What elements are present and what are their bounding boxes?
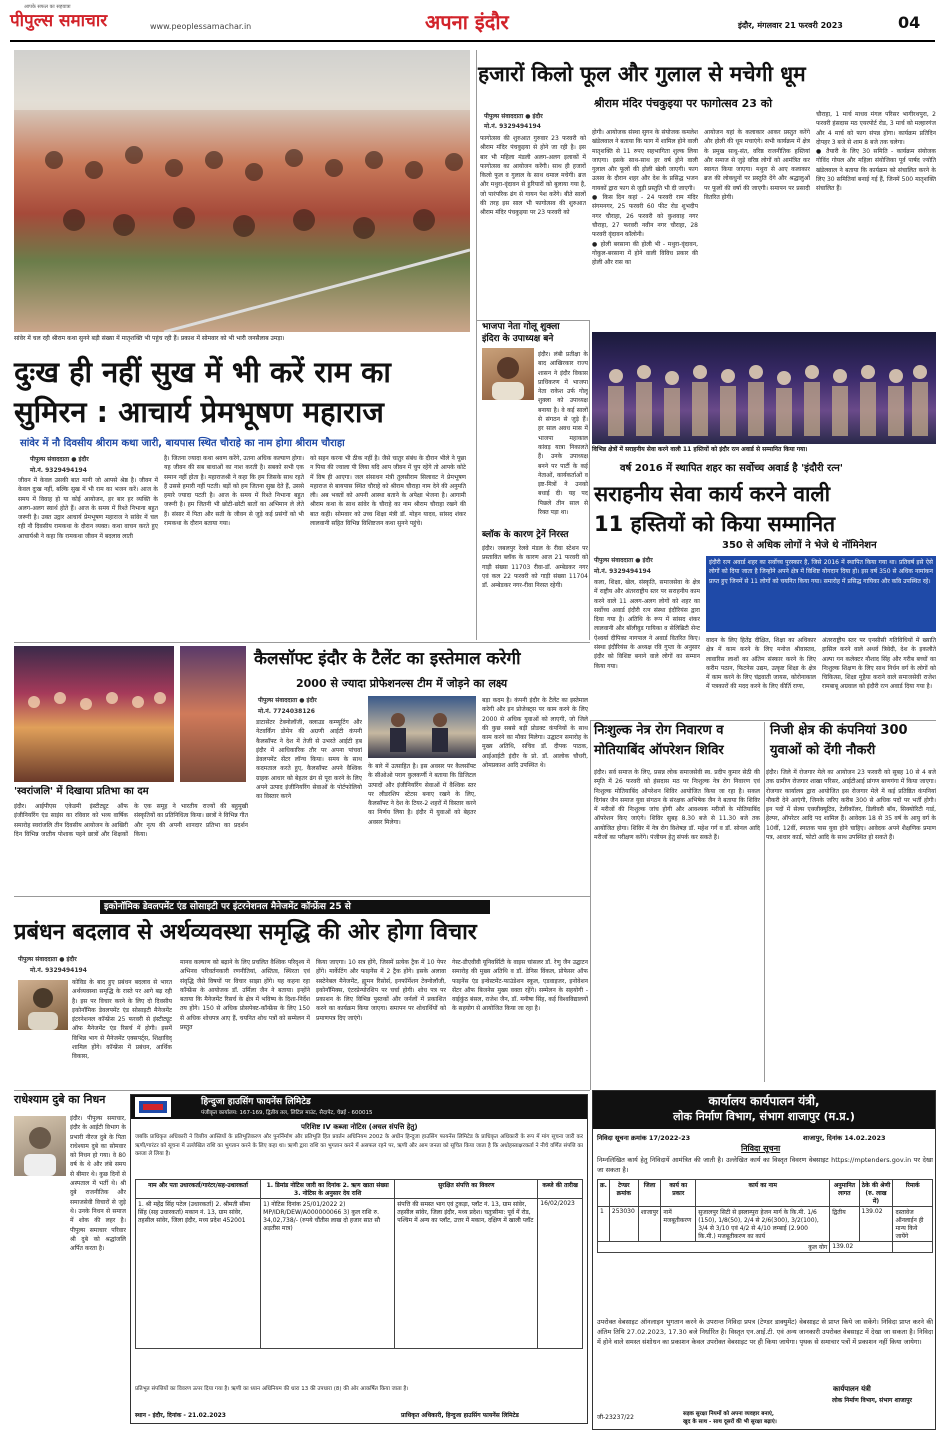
- prabandhan-headline: प्रबंधन बदलाव से अर्थव्यवस्था समृद्धि की ओर होगा विचार: [14, 920, 477, 945]
- hinduja-th-loan: 1. डिमांड नोटिस जारी का दिनांक 2. ऋण खाता संख्या 3. नोटिस के अनुसार देय राशि: [261, 1180, 395, 1199]
- tender-cell-4: सुजालपुर सिटी से इस्लाम्पुरा हेजन मार्ग के कि.मी. 1/6 (150), 1/8(50), 2/4 से 2/6(300), 3/2(100), 3/4 से 3/10 एवं 4/2 से 4/10 लम्बाई (2.900 कि.मी.) मजबूतीकरण का कार्य: [696, 1207, 830, 1242]
- tender-th-0: क्र.: [598, 1180, 610, 1207]
- barrier: [164, 250, 470, 332]
- hinduja-th-date: कब्जे की तारीख: [538, 1180, 583, 1199]
- divider: [764, 722, 765, 1082]
- tender-th-1: टेण्डर क्रमांक: [609, 1180, 638, 1207]
- divider: [14, 896, 590, 897]
- tender-cell-7: दस्तावेज ऑनलाईन ही मान्य किये जायेंगे: [893, 1207, 933, 1242]
- jobs-headline-1: निजी क्षेत्र की कंपनियां 300: [770, 723, 908, 738]
- ramkatha-caption: सांवेर में चल रही श्रीराम कथा सुनने बड़ी संख्या में मातृशक्ति भी पहुंच रही हैं। प्रकाश में सोमवार को भी भारी जनसैलाब उमड़ा।: [14, 335, 285, 342]
- section-title: अपना इंदौर: [425, 10, 509, 34]
- crowd-illustration: [14, 50, 470, 332]
- prabandhan-byline: पीपुल्स संवाददाता ● इंदौर: [18, 956, 77, 963]
- dateline: इंदौर, मंगलवार 21 फरवरी 2023: [738, 21, 843, 30]
- calsoft-col3: बड़ा कदम है। कंपनी इंदौर के टैलेंट का इस्तेमाल करेगी और इन प्रोजेक्ट्स पर काम करने के लिए 2000 से अधिक युवाओं को लाएगी, जो जिले की कुछ सबसे बड़ी प्रोडक्ट कंपनियों के साथ काम करने का मौका मिलेगा। उद्घाटन समारोह के मुख्य अतिथि, सचिव डॉ. दीपक पाठक, आईआईटी इंदौर के प्रो. डॉ. आलोक चौधरी, ओमप्रकाश आदि उपस्थित थे।: [482, 697, 588, 770]
- ram-subhead: सांवेर में नौ दिवसीय श्रीराम कथा जारी, बायपास स्थित चौराहे का नाम होगा श्रीराम चौराहा: [20, 438, 345, 449]
- hinduja-logo-icon: [135, 1097, 171, 1117]
- phool-headline: हजारों किलो फूल और गुलाल से मचेगी धूम: [478, 62, 806, 86]
- tender-total-label: कुल योग: [598, 1242, 830, 1253]
- calsoft-headline: कैलसॉफ्ट इंदौर के टैलेंट का इस्तेमाल करेगी: [254, 649, 521, 669]
- masthead-rule: [10, 40, 935, 42]
- hinduja-footer-note: प्रतिभूत संपत्तियों का विवरण ऊपर दिया गया है। ऋणी का ध्यान अधिनियम की धारा 13 की उपधारा (8) की ओर आकर्षित किया जाता है।: [135, 1386, 409, 1392]
- hinduja-notice: [130, 1094, 588, 1424]
- tender-sign-2: लोक निर्माण विभाग, संभाग शाजापुर: [832, 1397, 912, 1404]
- tender-row: [598, 1207, 933, 1242]
- tender-cell-6: 139.02: [859, 1207, 893, 1242]
- tender-total: 139.02: [830, 1242, 893, 1253]
- golu-body: इंदौर। लंबी प्रतीक्षा के बाद आखिरकार राज्य शासन ने इंदौर विकास प्राधिकरण में भाजपा नेता राकेश उर्फ गोलू शुक्ला को उपाध्यक्ष बनाया है। वे कई सालों से संगठन से जुड़े हैं। हर साल अवध मास में भाजपा महाकाल कांवड़ यात्रा निकालते हैं। उनके उपाध्यक्ष बनने पर पार्टी के कई नेताओं, कार्यकर्ताओं व इष्ट-मित्रों ने उनको बधाई दी। यह पद पिछले तीन साल से रिक्त पड़ा था।: [538, 351, 588, 517]
- ratna-box: इंदौरी रत्न अवार्ड शहर का सर्वोच्च पुरस्कार है, जिसे 2016 में स्थापित किया गया था। प्रतिवर्ष इसे ऐसे लोगों को दिया जाता है जिन्होंने अपने क्षेत्र में विशिष्ट योगदान दिया हो। इस वर्ष 350 से अधिक नामांकन प्राप्त हुए जिनमें से 11 लोगों को चयनित किया गया। समारोह में प्रसिद्ध गायिका और कवि उपस्थित रहे।: [706, 556, 936, 632]
- swaranjali-photo-2: [180, 646, 246, 782]
- hinduja-th-borrower: नाम और पता उधारकर्ता/गारंटर/सह-उधारकर्ता: [136, 1180, 261, 1199]
- tender-body: उपरोक्त वेबसाइट ऑनलाइन भुगतान करने के उपरान्त निविदा प्रपत्र (टेण्डर डाक्युमेंट) वेबसाइट से प्राप्त किये जा सकेंगे। निविदा प्राप्त करने की अंतिम तिथि 27.02.2023, 17.30 बजे निर्धारित है। विस्तृत एन.आई.टी. एवं अन्य जानकारी उपरोक्त वेबसाइट में देखा जा सकता है। निविदा में होने वाले समस्त संशोधन का प्रकाशन केवल उपरोक्त वेबसाइट पर ही किया जायेगा। पृथक से समाचार पत्रों में प्रकाशन नहीं किया जायेगा।: [597, 1318, 933, 1347]
- masthead: [0, 0, 945, 44]
- hinduja-header-row: [136, 1180, 583, 1199]
- paper-name: पीपुल्स समाचार: [10, 11, 108, 31]
- ratna-col2: वादन के लिए हितेंद्र दीक्षित, शिक्षा का अधिकार क्षेत्र में काम करने के लिए मनोज श्रीवास्तव, लावारिस लाशों का अंतिम संस्कार करने के लिए करीम पठान, फिटनेस उद्यम, उत्कृष्ट शिक्षा के क्षेत्र में काम करने के लिए चंद्रवाती जायस, कोरोनाकाल में पत्रकारों की मदद करने के लिए कीर्ति राणा,: [706, 637, 816, 691]
- prabandhan-col2: मानव कल्याण को बढ़ाने के लिए प्रचलित वैश्विक परिदृश्य में अभिनव परिवर्तनकारी रणनीतियां, अस्तित्व, स्थिरता एवं संवृद्धि जैसे विषयों पर विचार साझा होंगे। यह कहना रहा कॉन्फ्रेंस के आयोजक डॉ. उर्मिला जैन ने बताया। इन्होंने बताया कि मैनेजमेंट रिसर्च के क्षेत्र में भविष्य के दिशा-निर्देश तय होंगे। 150 से अधिक प्रोसपेक्ट-कॉन्फ्रेंस के लिए 150 से अधिक शोधपत्र आए हैं, चयनित शोध पत्रों को सम्मेलन में प्रस्तुत: [180, 959, 310, 1032]
- swaranjali-caption: 'स्वरांजलि' में दिखाया प्रतिभा का दम: [14, 786, 149, 797]
- tender-th-3: कार्य का प्रकार: [661, 1180, 696, 1207]
- tender-cell-3: नामें मजबूतीकरण: [661, 1207, 696, 1242]
- phool-mobile: मो.नं. 9329494194: [484, 123, 541, 130]
- golu-headline-1: भाजपा नेता गोलू शुक्ला: [482, 322, 560, 332]
- hinduja-signatory: प्राधिकृत अधिकारी, हिन्दुजा हाउसिंग फायनेंस लिमिटेड: [401, 1412, 519, 1419]
- tender-cell-2: शाजापुर: [638, 1207, 661, 1242]
- ram-col1: जीवन में केवल उसकी बात मानी जो आपसे श्रेष्ठ है। जीवन में केवल दुःख नहीं, बल्कि सुख में भी राम का भजन करें। आज के समय में विवाह हो या कोई आयोजन, हर बार हर व्यक्ति के अलग-अलग स्वार्थ होते हैं। आज के समय में रिश्ते निभाना बहुत जरूरी है। उक्त उद्गार आचार्य प्रेमभूषण महाराज ने सांवेर में चल रही नौ दिवसीय रामकथा के दौरान व्यक्त। कथा वाचन करते हुए आचार्यश्री ने कहा कि रामकथा जीवन में बदलाव लाती: [18, 477, 158, 540]
- tender-intro: निम्नलिखित कार्य हेतु निविदायें आमंत्रित की जाती है। उल्लेखित कार्य का विस्तृत विवरण वेबसाइट https://mptenders.gov.in पर देखा जा सकता है।: [597, 1156, 933, 1175]
- dancers-illustration: [14, 646, 174, 782]
- hinduja-address: पंजीकृत कार्यालय: 167-169, द्वितीय तल, लिटिल माउंट, सैदापेट, चेन्नई - 600015: [201, 1110, 373, 1116]
- ratna-headline-2: 11 हस्तियों को किया सम्मानित: [594, 512, 836, 536]
- divider: [590, 720, 591, 1090]
- tender-notice: [592, 1090, 936, 1430]
- tender-code: जी-23237/22: [597, 1414, 634, 1421]
- tender-table: [597, 1179, 933, 1253]
- hinduja-place: स्थान - इंदौर, दिनांक - 21.02.2023: [135, 1412, 226, 1419]
- page-number: 04: [898, 13, 921, 32]
- calsoft-mobile: मो.नं. 7724038126: [258, 708, 315, 715]
- jobs-body: इंदौर। जिले में रोजगार मेले का आयोजन 23 फरवरी को सुबह 10 से 4 बजे तक ग्रामीण रोजगार शाखा परिसर, आईटीआई प्रांगण बाणगंगा में किया जाएगा। रोजगार कार्यालय द्वारा आयोजित इस रोजगार मेले में कई प्रतिष्ठित कंपनियां नौकरी देने आएंगी, जिनके जरिए करीब 300 से अधिक पदों पर भर्ती होगी। इन पदों में सेल्स एक्जीक्यूटिव, टेलीकॉलर, डिलीवरी बॉय, सिक्योरिटी गार्ड, हेल्पर, ऑपरेटर आदि पद शामिल हैं। आवेदक 18 से 35 वर्ष के आयु वर्ग के 10वीं, 12वीं, स्नातक पास युवा होने चाहिए। आवेदक अपने शैक्षणिक प्रमाण पत्र, आधार कार्ड, फोटो आदि के साथ उपस्थित हो सकते हैं।: [766, 769, 936, 842]
- awardees-illustration: [592, 332, 936, 444]
- phool-byline: पीपुल्स संवाददाता ● इंदौर: [484, 113, 543, 120]
- hinduja-borrower: 1. श्री महेंद्र सिंह पटेल (उधारकर्ता) 2. श्रीमती सीमा सिंह (सह उधारकर्ता) मकान नं. 13, ग्राम सांवेर, तहसील सांवेर, जिला इंदौर, मध्य प्रदेश 452001: [136, 1199, 261, 1349]
- jobs-headline-2: युवाओं को देंगी नौकरी: [770, 743, 876, 758]
- hinduja-loan: 1) नोटिस दिनांक 25/01/2022 2) MP/IDR/DEW/A000000066 3) कुल राशि रु. 34,02,738/- (रुपये चौंतीस लाख दो हजार सात सौ अड़तीस मात्र): [261, 1199, 395, 1349]
- ram-col2: है। जितना ज्यादा कथा श्रवण करेंगे, उतना अधिक कल्याण होगा। यह जीवन की सब बाधाओं का नाश करती है। सबको सभी एक समान नहीं होता है। महाराजश्री ने कहा कि हम जिसके साथ रहते हैं उससे हमारी नहीं पटती। बड़ों को हम जितना सुख देते हैं, उससे हमारे ज्यादा पटती है। आज के समय में रिश्ते निभाना बहुत जरूरी है। हम जितनी भी छोटी-छोटी बातों का अभिमान ले लेते हैं। संसार में पिता और सती के जीवन से जुड़े कई प्रसंगों को भी रामकथा के दौरान बताया गया।: [164, 455, 304, 528]
- netra-headline-2: मोतियाबिंद ऑपरेशन शिविर: [594, 743, 724, 758]
- prabandhan-col4: गेस्ट-डीएवीवी यूनिवर्सिटी के वाइस चांसलर डॉ. रेणु जैन उद्घाटन समारोह की मुख्य अतिथि व डॉ. डेनिस विंकल, प्रोफेसर ऑफ फाइनेंस एंड इन्वेस्टमेंट-फाउंडेशन स्कूल, एडवाइजर, इनोवेशन सेंटर ऑफ बिजनेस मुख्य वक्ता रहेंगे। सम्मेलन के सहयोगी - वाईकुंठ बंसल, राजेश जैन, डॉ. मनीषा सिंह, कई विश्वविद्यालयों के सहयोग से आयोजित किया जा रहा है।: [452, 959, 588, 1013]
- phool-subhead: श्रीराम मंदिर पंचकुइया पर फागोत्सव 23 को: [594, 97, 773, 110]
- ram-headline-2: सुमिरन : आचार्य प्रेमभूषण महाराज: [14, 395, 384, 429]
- tender-th-4: कार्य का नाम: [696, 1180, 830, 1207]
- divider: [14, 1090, 590, 1091]
- ram-headline-1: दुःख ही नहीं सुख में भी करें राम का: [14, 355, 391, 389]
- ram-mobile: मो.नं. 9329494194: [30, 467, 87, 474]
- phool-col2: होगी। आयोजक संस्था सुगन के संयोजक कमलेश खंडेलवाल ने बताया कि फाग में शामिल होने वाली मातृशक्ति से 11 रुपए सहभागिता शुल्क लिया जाएगा। इसके साथ-साथ हर वर्ष होने वाली गुलाल और फूलों की होली खेली जाएगी। फाग उत्सव के दौरान शहर और देश के प्रसिद्ध भजन गायकों द्वारा फाग से जुड़ी प्रस्तुति भी दी जाएगी। ● किस दिन कहां - 24 फरवरी राम मंदिर संगमनगर, 25 फरवरी 60 फीट रोड शुभदीप नगर चौराहा, 26 फरवरी को कुशवाह नगर चौराहा, 27 फरवरी नवीन नगर चौराहा, 28 फरवरी वृंदावन कॉलोनी। ● होली बरसाना की होली भी - मथुरा-वृंदावन, गोकुल-बरसाना में होने वाली विविध प्रकार की होली और रास का: [592, 129, 698, 267]
- hinduja-annex: परिशिष्ट IV कब्जा नोटिस (अचल संपत्ति हेतु): [301, 1123, 418, 1131]
- calsoft-subhead: 2000 से ज्यादा प्रोफेशनल्स टीम में जोड़ने का लक्ष्य: [296, 677, 508, 690]
- ratna-col1: कला, शिक्षा, खेल, संस्कृति, समाजसेवा के क्षेत्र में राष्ट्रीय और अंतरराष्ट्रीय स्तर पर सराहनीय काम करने वाले 11 अलग-अलग लोगों को शहर का सर्वोच्च अवार्ड इंदौरी रत्न संस्था इंदौरियंस द्वारा दिया गया है। अतिथि के रूप में सांसद शंकर लालवानी और बॉलीवुड गायिका व सेलिब्रिटी सेन्ट ऐश्वर्या दीपिका नागपाल ने अवार्ड वितरित किए। संस्था इंदौरियंस के अध्यक्ष रवि गुप्ता के अनुसार इंदौर को विशिष्ट बनाने वाले लोगों का सम्मान किया गया।: [594, 579, 700, 670]
- ratna-subhead: 350 से अधिक लोगों ने भेजे थे नॉमिनेशन: [722, 540, 877, 551]
- tender-th-7: रिमार्क: [893, 1180, 933, 1207]
- hinduja-notice-text: जबकि प्राधिकृत अधिकारी ने वित्तीय आस्तियों के प्रतिभूतिकरण और पुनर्निर्माण और प्रतिभूति हित प्रवर्तन अधिनियम 2002 के अधीन हिन्दुजा हाउसिंग फायनेंस लिमिटेड के प्राधिकृत अधिकारी के रूप में मांग सूचना जारी कर ऋणी/गारंटर को सूचना में उल्लेखित राशि का भुगतान करने के लिए कहा था। ऋणी द्वारा राशि का भुगतान करने में असफल रहने पर, ऋणी और आम जनता को सूचित किया जाता है कि अधोहस्ताक्षरकर्ता ने नीचे वर्णित संपत्ति का कब्जा ले लिया है।: [135, 1134, 583, 1158]
- tender-cell-0: 1: [598, 1207, 610, 1242]
- tender-cell-5: द्वितीय: [830, 1207, 859, 1242]
- person-icon: [18, 980, 68, 1030]
- tender-footer-1: सड़क सुरक्षा नियमों को अपना व्यवहार बनाएं,: [683, 1411, 775, 1417]
- ram-col3: को सहन करना भी ठीक नहीं है। जैसे चातुर संबंध के दौरान भीले ने पूछा न पिया की ज्वाला पी लिया यदि आप जीवन में चुप रहेंगे तो आपके कोटे में विष ही आएगा। जल संसाधन मंत्री तुलसीराम सिलावट ने प्रेमभूषण महाराज से बायपास स्थित चौराहे को श्रीराम चौराहा नाम देने की अनुमति ली। अब भक्तों को अपनी आस्था बताने के अपेक्षा भेजना है। आगामी श्रीराम कथा के साथ सांवेर के चौराहे का नाम श्रीराम चौराहा रखने की बात कही। सोमवार को उच्च शिक्षा मंत्री डॉ. मोहन यादव, सांसद शंकर लालवानी सहित विभिन्न विशिष्टजन कथा सुनने पहुंचे।: [310, 455, 466, 528]
- phool-col4: चौराहा, 1 मार्च माधव मंगल परिसर भागीरथपुरा, 2 फरवरी हंसदास मठ एयरपोर्ट रोड, 3 मार्च को मल्हारगंज और 4 मार्च को फाग संपन्न होगा। कार्यक्रम प्रतिदिन दोपहर 3 बजे से शाम 8 बजे तक चलेगा। ● तैयारी के लिए 30 समिति - कार्यक्रम संयोजक गोविंद गोयल और महिला संयोजिका पूर्व पार्षद ज्योति खंडेलवाल ने बताया कि कार्यक्रम को संचालित करने के लिए 30 समितियां बनाई गई हैं, जिनमें 500 मातृशक्ति संचालित हैं।: [816, 111, 936, 193]
- prabandhan-kicker: इकोनॉमिक डेवलपमेंट एंड सोसाइटी पर इंटरनेशनल मैनेजमेंट कॉन्फ्रेंस 25 से: [104, 902, 351, 912]
- divider: [476, 320, 590, 321]
- calsoft-photo: [368, 696, 476, 758]
- calsoft-col1: डाटासेंटर टेक्नोलॉजी, क्लाउड कम्प्यूटिंग और नेटवर्किंग डोमेन की अग्रणी आईटी कंपनी कैलसॉफ्ट ने देश में तेजी से उभरते आईटी हब इंदौर में आधिकारिक तौर पर अपना पांचवां डेवलपमेंट सेंटर लॉन्च किया। समय के साथ कदमताल करते हुए, कैलसॉफ्ट अपने वैश्विक ग्राहक आधार को बेहतर ढंग से पूरा करने के लिए अपने उत्पाद इंजीनियरिंग सेवाओं के पोर्टफोलियो का विस्तार करने: [256, 719, 362, 801]
- tender-title-1: कार्यालय कार्यपालन यंत्री,: [708, 1094, 820, 1108]
- hinduja-th-property: सुरक्षित संपत्ति का विवरण: [395, 1180, 538, 1199]
- swaranjali-body: इंदौर। आईपीएस एकेडमी इंस्टीट्यूट ऑफ इंजीनियरिंग एंड साइंस का रविवार को भव्य वार्षिक समारोह स्वरांजलि तीन दिवसीय आयोजन के आखिरी दिन विभिन्न जातीय पोशाक पहने छात्रों और शिक्षकों के एक समूह ने भारतीय राज्यों की बहुमुखी संस्कृतियों का प्रतिनिधित्व किया। छात्रों ने विभिन्न गीत और नृत्य की अपनी शानदार प्रतिभा का प्रदर्शन किया।: [14, 803, 248, 838]
- crowd-heads: [45, 146, 463, 239]
- tender-th-5: अनुमानित लागत: [830, 1180, 859, 1207]
- hinduja-company: हिन्दुजा हाउसिंग फायनेंस लिमिटेड: [201, 1097, 311, 1107]
- hinduja-row: [136, 1199, 583, 1349]
- prabandhan-col3: किया जाएगा। 10 सत्र होंगे, जिसमें प्रत्येक ट्रैक में 10 पेपर होंगे। मार्केटिंग और फाइनेंस में 2 ट्रैक होंगे। इसके अलावा सस्टेनेबल मैनेजमेंट, ह्यूमन रिसोर्स, इनफॉर्मेशन टेक्नोलॉजी, इकोनॉमिक्स, एंटरप्रेन्योरशिप पर चर्चा होगी। शोध पत्र पर प्रकाशन के लिए विभिन्न पुस्तकों और जर्नलों में प्रकाशित करने का कार्यक्रम किया जाएगा। समापन पर शोधार्थियों को प्रमाणपत्र दिए जाएंगे।: [316, 959, 446, 1022]
- tender-cell-1: 253030: [609, 1207, 638, 1242]
- tender-footer-2: खुद के साथ - साथ दूसरों की भी सुरक्षा बढ़ाएं।: [683, 1419, 777, 1425]
- hinduja-logo: [135, 1097, 171, 1117]
- ratna-byline: पीपुल्स संवाददाता ● इंदौर: [594, 557, 653, 564]
- block-body: इंदौर। जबलपुर रेलवे मंडल के रीवा स्टेशन पर प्रस्तावित ब्लॉक के कारण आज 21 फरवरी को गाड़ी संख्या 11703 रीवा-डॉ. अम्बेडकर नगर एवं कल 22 फरवरी को गाड़ी संख्या 11704 डॉ. अम्बेडकर नगर-रीवा निरस्त रहेगी।: [482, 545, 588, 590]
- ratna-col3: अंतरराष्ट्रीय स्तर पर एनसीसी गतिविधियों में ख्याति हासिल करने वाले अथर्व त्रिवेदी, देश के इकलौते अल्पा गन कलेक्टर नौशाद सिंह और गरीब बच्चों का निःशुल्क शिक्षण के लिए साथ निर्धन वर्ग के लोगों को चिकित्सा, शिक्षा मुहैया कराने वाले समाजसेवी राजेश रामबाबू अग्रवाल को इंदौरी रत्न अवार्ड दिया गया है।: [822, 637, 936, 691]
- divider: [476, 50, 477, 640]
- tender-total-row: [598, 1242, 933, 1253]
- radheshyam-headline: राधेश्याम दुबे का निधन: [14, 1093, 106, 1106]
- tender-title-2: लोक निर्माण विभाग, संभाग शाजापुर (म.प्र.): [673, 1110, 855, 1123]
- prabandhan-portrait: [18, 980, 68, 1030]
- tender-date: शाजापुर, दिनांक 14.02.2023: [803, 1134, 886, 1142]
- prabandhan-col1: कोविड के बाद हुए प्रबंधन बदलाव से भारत अर्थव्यवस्था समृद्धि के रास्ते पर आगे बढ़ रही है। इस पर विचार करने के लिए दो दिवसीय इकोनॉमिक डेवलपमेंट एंड सोसाइटी मैनेजमेंट इंटरनेशनल कॉन्फ्रेंस 25 फरवरी से इंस्टीट्यूट ऑफ मैनेजमेंट एंड रिसर्च में होगी। इसमें विभिन्न भाग से मैनेजमेंट एक्सपर्ट्स, शिक्षाविद् शामिल होंगे। कॉन्फ्रेंस में प्रबंधन, आर्थिक विकास,: [72, 979, 172, 1061]
- hinduja-date: 16/02/2023: [538, 1199, 583, 1349]
- swaranjali-photo: [14, 646, 174, 782]
- radheshyam-body: इंदौर। पीपुल्स समाचार, इंदौर के आईटी विभाग के प्रभारी नीरज दुबे के पिता राधेश्याम दुबे का सोमवार को निधन हो गया। वे 80 वर्ष के थे और लंबे समय से बीमार थे। कुछ दिनों से अस्पताल में भर्ती थे। श्री दुबे राजनीतिक और समाजसेवी विचारों से जुड़े थे। उनके निधन से समाज में शोक की लहर है। पीपुल्स समाचार परिवार श्री दुबे को श्रद्धांजलि अर्पित करता है।: [70, 1115, 126, 1253]
- ratna-photo-caption: विभिन्न क्षेत्रों में सराहनीय सेवा करने वाली 11 हस्तियों को इंदौर रत्न अवार्ड से सम्मानित किया गया।: [592, 446, 808, 453]
- tender-th-2: जिला: [638, 1180, 661, 1207]
- golu-headline-2: इंदिरा के उपाध्यक्ष बने: [482, 334, 554, 344]
- ram-byline: पीपुल्स संवाददाता ● इंदौर: [30, 456, 89, 463]
- phool-col3: आयोजन यहां के कलाकार आकर प्रस्तुत करेंगे और होली की धूम मचाएंगे। सभी कार्यक्रम में क्षेत्र के प्रमुख साधु-संत, वरिष्ठ राजनीतिक हस्तियां और समाज से जुड़े वरिष्ठ लोगों को आमंत्रित कर स्वागत किया जाएगा। मथुरा से आए कलाकार ब्रज की लोकधुनों पर प्रस्तुति देंगे और श्रद्धालुओं पर फूलों की वर्षा की जाएगी। समापन पर प्रसादी वितरित होगी।: [704, 129, 810, 202]
- ratna-mobile: मो.नं. 9329494194: [594, 568, 651, 575]
- paper-tagline: आपके सफल का सहयात्रा: [24, 4, 71, 10]
- ratna-kicker: वर्ष 2016 में स्थापित शहर का सर्वोच्च अवार्ड है 'इंदौरी रत्न': [620, 463, 843, 474]
- prabandhan-mobile: मो.नं. 9329494194: [30, 967, 87, 974]
- divider: [590, 720, 936, 721]
- tent-roof: [14, 50, 470, 110]
- tender-ref: निविदा सूचना क्रमांक 17/2022-23: [597, 1134, 691, 1142]
- paper-url[interactable]: www.peoplessamachar.in: [150, 22, 252, 31]
- divider: [589, 320, 590, 640]
- calsoft-byline: पीपुल्स संवाददाता ● इंदौर: [258, 697, 317, 704]
- hinduja-property: संपत्ति की समस्त भाग एवं टुकड़ा, प्लॉट नं. 13, ग्राम सांवेर, तहसील सांवेर, जिला इंदौर, मध्य प्रदेश। चतुःसीमा: पूर्व में रोड, पश्चिम में अन्य का प्लॉट, उत्तर में मकान, दक्षिण में खाली प्लॉट: [395, 1199, 538, 1349]
- tender-header-row: [598, 1180, 933, 1207]
- calsoft-col2: के बारे में उत्साहित है। इस अवसर पर कैलसॉफ्ट के सीओओ पराग कुलकर्णी ने बताया कि डिजिटल उत्पादों और इंजीनियरिंग सेवाओं में वैश्विक स्तर पर लीडरशिप स्टेटस बनाए रखने के लिए, कैलसॉफ्ट ने देश के टियर-2 शहरों में विस्तार करने का निर्णय लिया है। इंदौर में युवाओं को बेहतर अवसर मिलेगा।: [368, 763, 476, 826]
- tender-subtitle: निविदा सूचना: [741, 1144, 781, 1153]
- divider: [14, 642, 590, 643]
- netra-headline-1: निःशुल्क नेत्र रोग निवारण व: [594, 723, 724, 738]
- netra-body: इंदौर। सर्व समाज के लिए, प्रसन्न लोक समाजसेवी स्व. प्रदीप कुमार सेठी की स्मृति में 26 फरवरी को हंसदास मठ पर निःशुल्क नेत्र रोग निवारण एवं निःशुल्क मोतियाबिंद ऑपरेशन शिविर आयोजित किया जा रहा है। सकल दिगंबर जैन समाज युवा संगठन के संरक्षक अभिषेक जैन ने बताया कि शिविर में मरीजों की निःशुल्क जांच होगी और आवश्यक मरीजों के मोतियाबिंद ऑपरेशन किए जाएंगे। शिविर सुबह 8.30 बजे से 11.30 बजे तक आयोजित होगा। शिविर में नेत्र रोग विशेषज्ञ डॉ. महेश गर्ग व डॉ. सोनल आदि मरीजों का परीक्षण करेंगे। पंजीयन हेतु संपर्क कर सकते हैं।: [594, 769, 760, 842]
- tender-sign-1: कार्यपालन यंत्री: [833, 1385, 871, 1393]
- tender-th-6: ठेके की श्रेणी (रु. लाख में): [859, 1180, 893, 1207]
- phool-col1: फागोत्सव की शुरुआत गुरुवार 23 फरवरी को श्रीराम मंदिर पंचकुइया से होने जा रही है। इस बार भी महिला मंडली अलग-अलग इलाकों में फागोत्सव का आयोजन करेंगी। साथ ही हजारों किलो फूल व गुलाल के साथ धमाल मचेगी। ब्रज और मथुरा-वृंदावन से हुरियारों को बुलाया गया है, जो पारंपरिक ढंग से गायन पेश करेंगे। बीते सालों की तरह इस साल भी फागोत्सव की शुरुआत श्रीराम मंदिर पंचकुइया पर 23 फरवरी को: [480, 135, 586, 217]
- ratna-headline-1: सराहनीय सेवा कार्य करने वाली: [594, 482, 831, 506]
- ramkatha-photo: [14, 50, 470, 332]
- ratna-photo: [592, 332, 936, 444]
- hinduja-table: [135, 1179, 583, 1349]
- speakers-illustration: [368, 696, 476, 758]
- block-headline: ब्लॉक के कारण ट्रेनें निरस्त: [482, 530, 569, 540]
